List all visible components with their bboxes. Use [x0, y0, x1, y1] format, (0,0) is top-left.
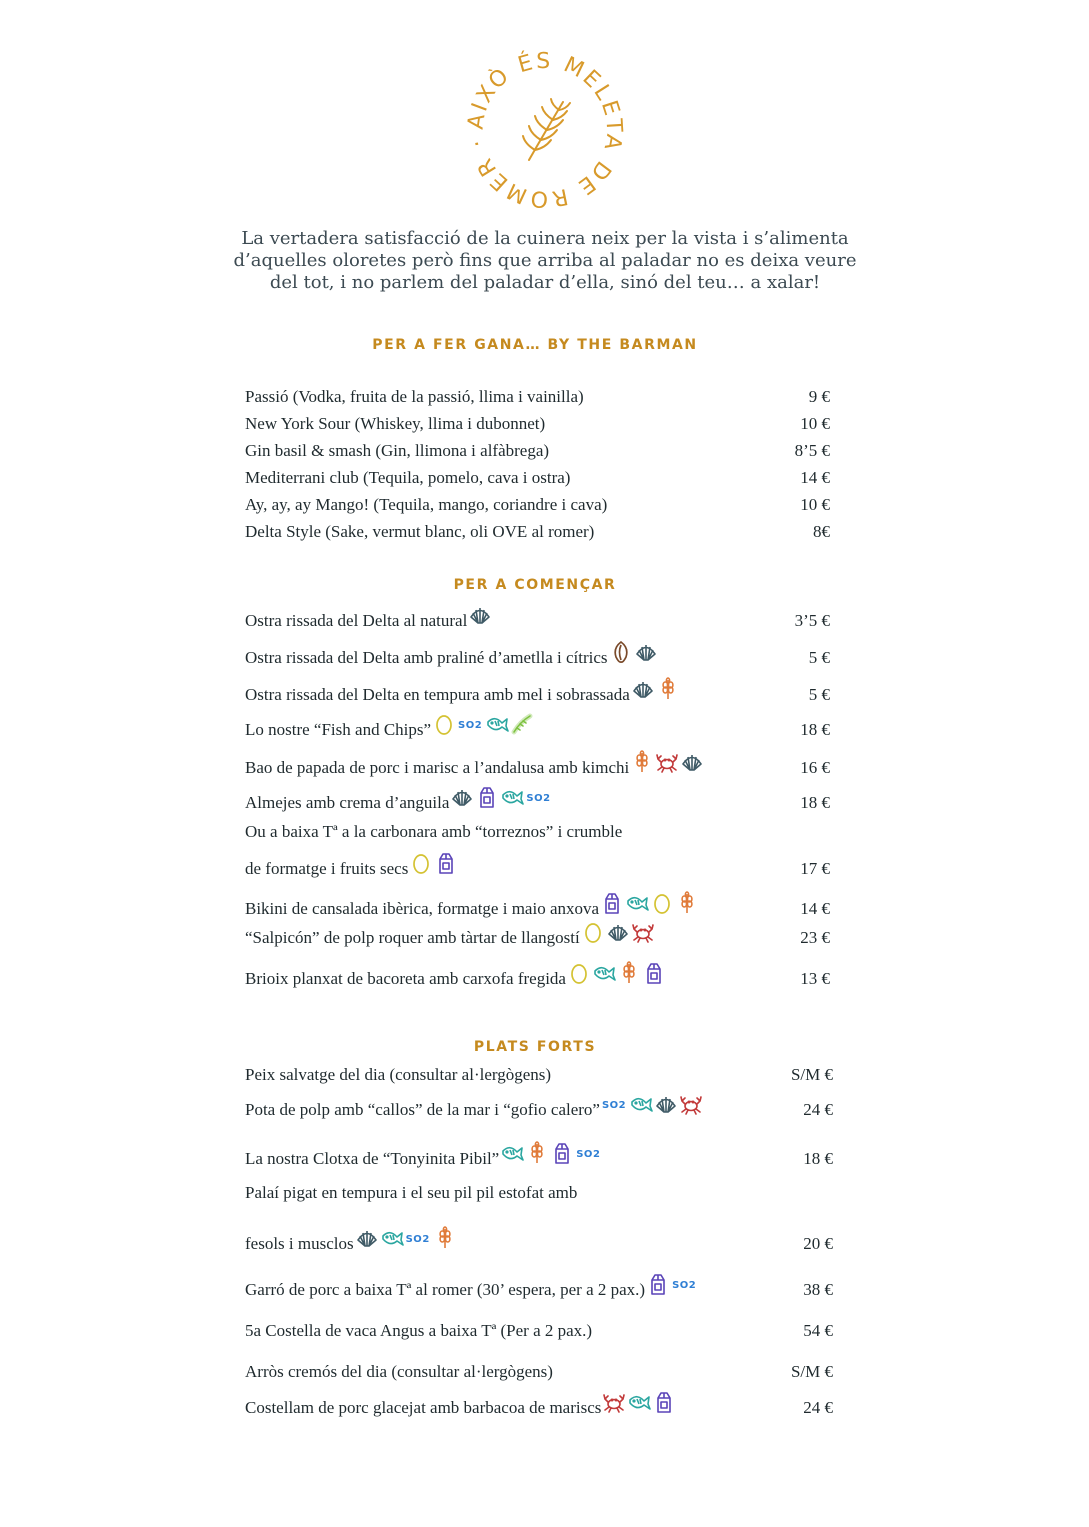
- menu-item-name-row: [245, 855, 458, 879]
- crab-icon: [602, 1390, 626, 1414]
- menu-item-name: Palaí pigat en tempura i el seu pil pil estofat amb: [245, 1183, 578, 1202]
- menu-item-name-row: [245, 924, 655, 948]
- menu-item-price: 14 €: [800, 899, 830, 918]
- intro-line: del tot, i no parlem del paladar d’ella, sinó del teu… a xalar!: [269, 272, 821, 293]
- menu-item: [245, 853, 830, 883]
- menu-item-price: 5 €: [808, 685, 830, 704]
- section-title-barman: PER A FER GANA… BY THE BARMAN: [372, 337, 698, 353]
- menu-item-name: Gin basil & smash (Gin, llimona i alfàbrega): [245, 441, 550, 460]
- intro-text: [200, 228, 890, 294]
- menu-item: [245, 922, 830, 952]
- wheat-icon: [630, 750, 654, 774]
- so2-label: SO2: [576, 1149, 601, 1160]
- menu-item-name: Costellam de porc glacejat amb barbacoa de mariscs: [245, 1398, 602, 1417]
- menu-item-name-row: [245, 965, 666, 989]
- menu-item-name: Ostra rissada del Delta amb praliné d’ametlla i cítrics: [245, 648, 608, 667]
- menu-item-name: 5a Costella de vaca Angus a baixa Tª (Per a 2 pax.): [245, 1321, 593, 1340]
- menu-item-name: Almejes amb crema d’anguila: [245, 793, 450, 812]
- menu-item-name-row: [245, 522, 594, 542]
- fish-icon: [592, 961, 616, 985]
- milk-icon: [434, 851, 458, 875]
- menu-item: [245, 1274, 833, 1304]
- wheat-icon: [525, 1141, 549, 1165]
- fish-icon: [500, 785, 524, 809]
- menu-item-price: 3’5 €: [794, 611, 830, 630]
- logo-ring-text: AIXÒ ÉS MELETA DE ROMER ·: [463, 48, 627, 212]
- menu-item: [245, 1094, 833, 1124]
- menu-item-price: 8’5 €: [794, 441, 830, 460]
- menu-item-name-row: [245, 1276, 698, 1300]
- menu-item-price: 9 €: [808, 387, 830, 406]
- crab-icon: [655, 750, 679, 774]
- shell-icon: [450, 785, 474, 809]
- menu-item: [245, 1228, 833, 1258]
- shell-icon: [680, 750, 704, 774]
- fish-icon: [627, 1390, 651, 1414]
- menu-item-name: de formatge i fruits secs: [245, 859, 409, 878]
- menu-item: [245, 605, 830, 635]
- menu-item: [245, 489, 830, 519]
- intro-line: d’aquelles oloretes però fins que arriba al paladar no es deixa veure: [233, 250, 857, 271]
- egg-icon: [567, 961, 591, 985]
- menu-item-name: Ostra rissada del Delta en tempura amb mel i sobrassada: [245, 685, 630, 704]
- menu-item-name: Bao de papada de porc i marisc a l’andalusa amb kimchi: [245, 758, 630, 777]
- wheat-icon: [675, 891, 699, 915]
- section-title-plats-forts: PLATS FORTS: [473, 1039, 597, 1055]
- so2-label: SO2: [458, 720, 483, 731]
- menu-item-price: 18 €: [803, 1149, 833, 1168]
- menu-item-name-row: [245, 789, 553, 813]
- menu-item: [245, 893, 830, 923]
- menu-item-name: Peix salvatge del dia (consultar al·lergògens): [245, 1065, 552, 1084]
- menu-item-name: Brioix planxat de bacoreta amb carxofa fregida: [245, 969, 566, 988]
- menu-item-name-row: [245, 441, 549, 461]
- fish-icon: [380, 1226, 404, 1250]
- nut-icon: [609, 640, 633, 664]
- menu-item-name: Garró de porc a baixa Tª al romer (30’ espera, per a 2 pax.): [245, 1280, 646, 1299]
- menu-item: [245, 963, 830, 993]
- so2-label: SO2: [672, 1280, 697, 1291]
- menu-item-name: Mediterrani club (Tequila, pomelo, cava i ostra): [245, 468, 571, 487]
- intro-line: La vertadera satisfacció de la cuinera neix per la vista i s’alimenta: [241, 228, 849, 249]
- menu-item-name-row: [245, 468, 570, 488]
- egg-icon: [581, 920, 605, 944]
- menu-item: [245, 679, 830, 709]
- menu-item-name-row: [245, 1096, 703, 1120]
- egg-icon: [409, 851, 433, 875]
- milk-icon: [642, 961, 666, 985]
- so2-label: SO2: [405, 1234, 430, 1245]
- menu-item-name-row: [245, 754, 704, 778]
- menu-item-price: 18 €: [800, 793, 830, 812]
- menu-item: [245, 408, 830, 438]
- menu-item-price: 10 €: [800, 495, 830, 514]
- menu-item-name-row: [245, 1362, 553, 1382]
- menu-item-name-row: [245, 607, 492, 631]
- menu-item: [245, 462, 830, 492]
- menu-item: [245, 1315, 833, 1345]
- menu-item-name-row: [245, 716, 534, 740]
- menu-item-price: 17 €: [800, 859, 830, 878]
- menu-item-name-row: [245, 681, 680, 705]
- menu-item-name-row: [245, 1321, 592, 1341]
- fish-icon: [485, 712, 509, 736]
- shell-icon: [606, 920, 630, 944]
- menu-item-name-row: [245, 414, 545, 434]
- rosemary-sprig-icon: [523, 99, 570, 160]
- menu-item: [245, 1392, 833, 1422]
- menu-item-price: 20 €: [803, 1234, 833, 1253]
- wheat-icon: [656, 677, 680, 701]
- menu-item-name-row: [245, 1145, 602, 1169]
- menu-item-name: Pota de polp amb “callos” de la mar i “gofio calero”: [245, 1100, 600, 1119]
- menu-item-name-row: [245, 644, 658, 668]
- menu-item: [245, 1059, 833, 1089]
- menu-item: [245, 714, 830, 744]
- menu-item-name: New York Sour (Whiskey, llima i dubonnet): [245, 414, 546, 433]
- menu-item: [245, 752, 830, 782]
- logo-text: [464, 49, 627, 212]
- menu-item-price: 10 €: [800, 414, 830, 433]
- milk-icon: [600, 891, 624, 915]
- fish-icon: [629, 1092, 653, 1116]
- celery-icon: [510, 712, 534, 736]
- egg-icon: [650, 891, 674, 915]
- menu-item-price: 13 €: [800, 969, 830, 988]
- menu-item-name-row: [245, 1394, 676, 1418]
- menu-item-name: Passió (Vodka, fruita de la passió, llima i vainilla): [245, 387, 584, 406]
- menu-item-price: 18 €: [800, 720, 830, 739]
- crab-icon: [631, 920, 655, 944]
- menu-item-price: 24 €: [803, 1398, 833, 1417]
- menu-item-price: 24 €: [803, 1100, 833, 1119]
- wheat-icon: [433, 1226, 457, 1250]
- menu-item-name: Arròs cremós del dia (consultar al·lergògens): [245, 1362, 553, 1381]
- shell-icon: [468, 603, 492, 627]
- fish-icon: [500, 1141, 524, 1165]
- menu-item: [245, 787, 830, 817]
- shell-icon: [355, 1226, 379, 1250]
- shell-icon: [654, 1092, 678, 1116]
- shell-icon: [634, 640, 658, 664]
- menu-item-name-row: [245, 495, 607, 515]
- menu-item-price: 16 €: [800, 758, 830, 777]
- menu-item: [245, 1356, 833, 1386]
- menu-item-name: Ostra rissada del Delta al natural: [245, 611, 468, 630]
- menu-item-name: La nostra Clotxa de “Tonyinita Pibil”: [245, 1149, 500, 1168]
- menu-item-name-row: [245, 895, 699, 919]
- milk-icon: [652, 1390, 676, 1414]
- menu-item-name: fesols i musclos: [245, 1234, 354, 1253]
- milk-icon: [646, 1272, 670, 1296]
- shell-icon: [631, 677, 655, 701]
- logo: [455, 40, 635, 220]
- menu-item-price: 23 €: [800, 928, 830, 947]
- menu-item-price: 5 €: [808, 648, 830, 667]
- menu-item: [245, 381, 830, 411]
- menu-item-name: Lo nostre “Fish and Chips”: [245, 720, 432, 739]
- menu-item-price: 38 €: [803, 1280, 833, 1299]
- so2-label: SO2: [526, 793, 551, 804]
- menu-item: [245, 642, 830, 672]
- menu-item-name-row: [245, 1065, 551, 1085]
- menu-item-name: Ay, ay, ay Mango! (Tequila, mango, coriandre i cava): [245, 495, 608, 514]
- menu-item-name-row: [245, 1230, 457, 1254]
- menu-item-price: S/M €: [790, 1065, 833, 1084]
- menu-item: [245, 435, 830, 465]
- wheat-icon: [617, 961, 641, 985]
- menu-item-name-row: [245, 387, 584, 407]
- milk-icon: [550, 1141, 574, 1165]
- menu-item-name: “Salpicón” de polp roquer amb tàrtar de llangostí: [245, 928, 580, 947]
- egg-icon: [432, 712, 456, 736]
- fish-icon: [625, 891, 649, 915]
- menu-item: [245, 516, 830, 546]
- menu-item-name: Ou a baixa Tª a la carbonara amb “torreznos” i crumble: [245, 822, 623, 841]
- menu-item-price: 14 €: [800, 468, 830, 487]
- menu-item-name: Bikini de cansalada ibèrica, formatge i maio anxova: [245, 899, 600, 918]
- section-title-per-a-comencar: PER A COMENÇAR: [453, 577, 617, 593]
- crab-icon: [679, 1092, 703, 1116]
- menu-item-price: 54 €: [803, 1321, 833, 1340]
- so2-label: SO2: [601, 1100, 627, 1111]
- milk-icon: [475, 785, 499, 809]
- menu-item: [245, 1143, 833, 1173]
- menu-item-price: S/M €: [790, 1362, 833, 1381]
- menu-item-price: 8€: [813, 522, 830, 541]
- menu-item-name: Delta Style (Sake, vermut blanc, oli OVE al romer): [245, 522, 595, 541]
